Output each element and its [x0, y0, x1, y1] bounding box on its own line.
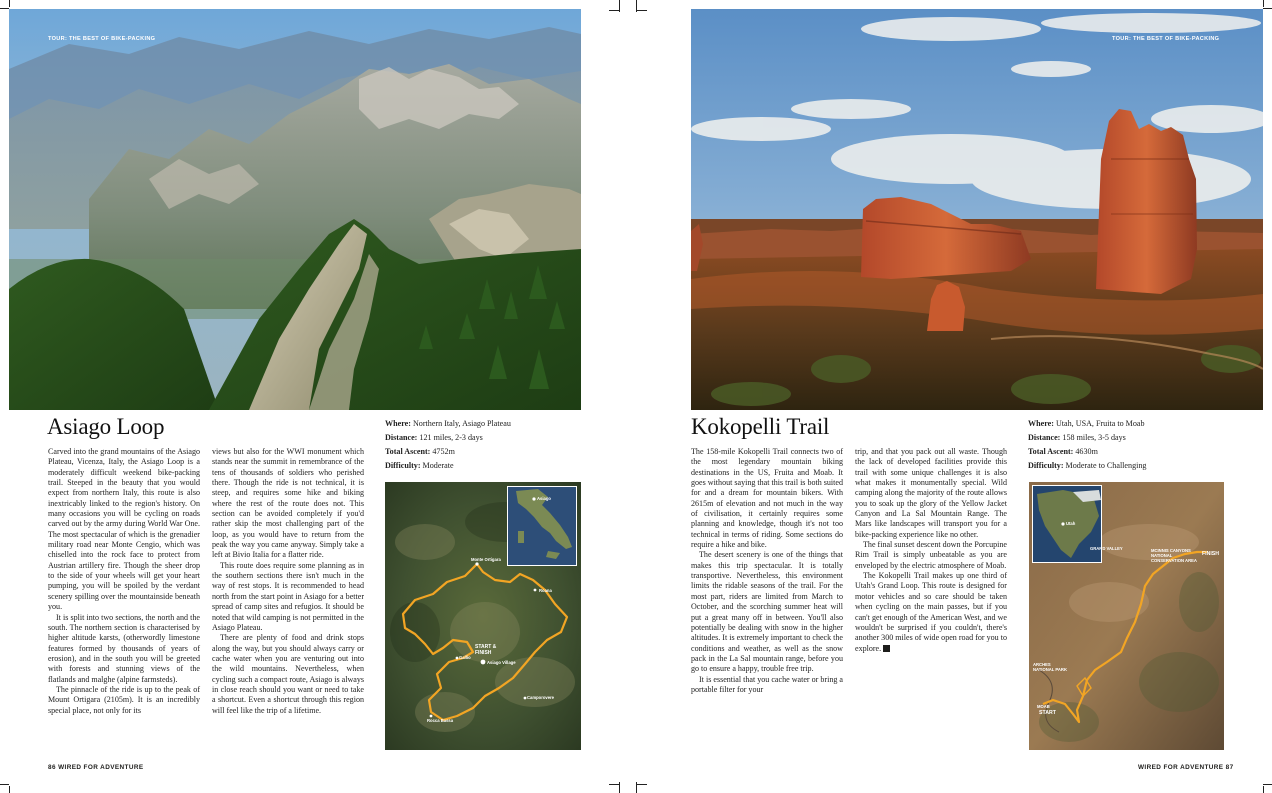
crop-mark: [609, 10, 619, 11]
paragraph: The 158-mile Kokopelli Trail connects two of the most legendary mountain biking destinations in the US, Fruita and Moab. It goes without saying that this trail is both suited for and a dream for mountain bikers. With 2615m of elevation and not much in the way of civilisation, it certainly requires some planning and knowledge, though it's not too technical in terms of riding. Some sections do require a hike and bike.: [691, 447, 843, 550]
map-label: Asiago: [537, 496, 551, 501]
crop-mark: [609, 784, 619, 785]
article-title: Asiago Loop: [47, 414, 165, 439]
map-label: Roana: [539, 588, 552, 593]
locator-inset-map: [1032, 485, 1102, 563]
crop-mark: [0, 8, 9, 9]
trip-info-box: [1028, 417, 1224, 473]
body-column-1: [691, 447, 843, 695]
paragraph: It is split into two sections, the north and the south. The northern section is characterised by higher altitude karsts, (otherwordly limestone features formed by thousands of years of erosion), and in the south you will be greeted with forests and stunning views of the flatlands and malghe (alpine farmsteds).: [48, 612, 200, 684]
map-label: NATIONAL: [1151, 553, 1173, 558]
running-head: TOUR: THE BEST OF BIKE-PACKING: [1112, 36, 1220, 42]
body-column-2: [855, 447, 1007, 654]
map-label: NATIONAL PARK: [1033, 667, 1067, 672]
crop-mark: [637, 784, 647, 785]
map-label: CONSERVATION AREA: [1151, 558, 1197, 563]
crop-mark: [619, 0, 620, 12]
paragraph: The final sunset descent down the Porcupine Rim Trail is simply unbeatable as you are enveloped by the electric atmosphere of Moab.: [855, 540, 1007, 570]
paragraph: This route does require some planning as in the southern sections there isn't much in the way of rest stops. It is recommended to head north from the start point in Asiago for a better spread of camp sites and refugios. It should be noted that wild camping is not permitted in the Asiago Plateau.: [212, 560, 364, 632]
route-map: [385, 482, 581, 750]
body-column-2: [212, 447, 364, 716]
info-ascent: Total Ascent: 4752m: [385, 446, 455, 456]
info-where: Where: Utah, USA, Fruita to Moab: [1028, 419, 1145, 428]
crop-mark: [619, 782, 620, 793]
map-label: Monte Ortigara: [471, 557, 501, 562]
paragraph: It is essential that you cache water or bring a portable filter for your: [691, 674, 843, 694]
article-title: Kokopelli Trail: [691, 414, 830, 439]
info-difficulty: Difficulty: Moderate to Challenging: [1028, 460, 1147, 470]
paragraph: There are plenty of food and drink stops along the way, but you should always carry or cache water when you are venturing out into the wild mountains. Nevertheless, when cycling such a compact route, Asiago is always in close reach should you want or need to take a shortcut. Even a shortcut through this region will feel like the trip of a lifetime.: [212, 633, 364, 715]
map-label: Camporovere: [527, 695, 554, 700]
end-of-article-icon: [883, 645, 890, 652]
paragraph: views but also for the WWI monument which stands near the summit in remembrance of the tens of thousands of soldiers who perished there. Though the ride is not technical, it is steep, and requires some hike and biking where the rest of the route does not. This section can be avoided completely if you'd rather skip the most challenging part of the loop, as you would have to return from the peak the way you came anyway. Simply take a left at Bivio Italia for a flatter ride.: [212, 447, 364, 560]
crop-mark: [9, 0, 10, 7]
map-label: Asiago Village: [487, 660, 516, 665]
paragraph: trip, and that you pack out all waste. Though the lack of developed facilities provide this trail with some unique challenges it is also what makes it monumentally special. Wild camping along the majority of the route allows you to soak up the glory of the Yellow Jacket Canyon and La Sal Mountain Range. The Mars like landscapes will transport you for a bike-packing experience like no other.: [855, 447, 1007, 539]
crop-mark: [1263, 786, 1264, 793]
running-head: TOUR: THE BEST OF BIKE-PACKING: [48, 36, 156, 42]
page-folio: 86 WIRED FOR ADVENTURE: [48, 764, 144, 771]
crop-mark: [637, 10, 647, 11]
page-folio: WIRED FOR ADVENTURE 87: [1138, 764, 1234, 771]
paragraph: The Kokopelli Trail makes up one third of Utah's Grand Loop. This route is designed for motor vehicles and so care should be taken when cycling on the main passes, but if you can't get enough of the American West, and we wouldn't be surprised if you couldn't, there's another 300 miles of wide open road for you to explore.: [855, 571, 1007, 653]
map-label: START &: [475, 644, 497, 650]
info-difficulty: Difficulty: Moderate: [385, 460, 454, 470]
map-label: FINISH: [475, 650, 492, 656]
body-column-1: [48, 447, 200, 716]
map-label: Rocca Bassa: [427, 718, 454, 723]
crop-mark: [1263, 784, 1272, 785]
trip-info-box: [385, 417, 581, 473]
locator-inset-map: [507, 486, 577, 566]
mountain-photo: [9, 9, 581, 410]
map-label: START: [1039, 710, 1056, 716]
desert-photo: [691, 9, 1263, 410]
paragraph: The pinnacle of the ride is up to the peak of Mount Ortigara (2105m). It is an incredibly special place, not only for its: [48, 684, 200, 715]
map-label: MCINNIS CANYONS: [1151, 548, 1191, 553]
crop-mark: [9, 786, 10, 793]
paragraph: The desert scenery is one of the things that makes this trip spectacular. It is totally transportive. Nevertheless, this environment limits the ridable seasons of the trail. For the most part, riders are limited from March to October, and the scorching summer heat will put a great many off in between. You'll also potentially be dealing with snow in the higher altitudes. It is extremely important to check the conditions and weather, as well as the snow pack in the La Sal mountain range, before you go to ensure a happy, trouble free trip.: [691, 550, 843, 674]
info-distance: Distance: 121 miles, 2-3 days: [385, 432, 483, 442]
crop-mark: [1263, 8, 1272, 9]
crop-mark: [1263, 0, 1264, 7]
paragraph: Carved into the grand mountains of the Asiago Plateau, Vicenza, Italy, the Asiago Loop is a moderately difficult weekend bike-packing trail. Steeped in the beauty that you would expect from northern Italy, this route is also inextricably linked to the region's history. On many occasions you will be cycling on roads carved out by the army during World War One. The most spectacular of which is the grenadier military road near Monte Cengio, which was chiselled into the rock face to protect from Austrian artillery fire. Though the sheer drop to the side of your wheels will get your heart pumping, you will be spoiled by the verdant scenery spilling over the mountainside beneath you.: [48, 447, 200, 612]
map-label: MOAB: [1037, 704, 1050, 709]
map-label: FINISH: [1202, 551, 1220, 557]
info-where: Where: Northern Italy, Asiago Plateau: [385, 419, 511, 428]
info-distance: Distance: 158 miles, 3-5 days: [1028, 432, 1126, 442]
route-map: [1029, 482, 1224, 750]
crop-mark: [0, 784, 9, 785]
map-label: Utah: [1066, 521, 1076, 526]
map-label: Gallio: [459, 655, 471, 660]
map-label: ARCHES: [1033, 662, 1051, 667]
map-label: GRAND VALLEY: [1090, 546, 1123, 551]
info-ascent: Total Ascent: 4630m: [1028, 446, 1098, 456]
